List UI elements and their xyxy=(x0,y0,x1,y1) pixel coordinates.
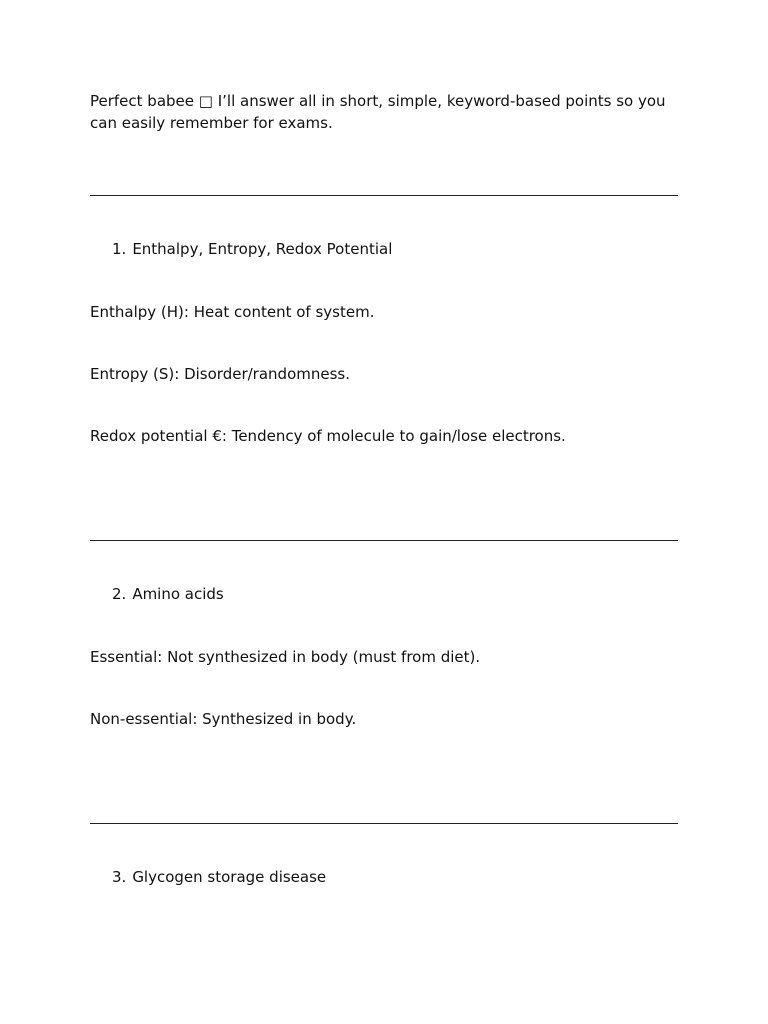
section-number: 2. xyxy=(112,585,127,603)
horizontal-divider xyxy=(90,540,678,541)
definition-line: Non-essential: Synthesized in body. xyxy=(90,710,357,728)
section-number: 3. xyxy=(112,868,127,886)
section-title: Enthalpy, Entropy, Redox Potential xyxy=(132,240,393,258)
section-heading xyxy=(112,238,392,260)
section-heading xyxy=(112,583,224,605)
horizontal-divider xyxy=(90,195,678,196)
section-title: Glycogen storage disease xyxy=(132,868,327,886)
section-title: Amino acids xyxy=(132,585,224,603)
section-number: 1. xyxy=(112,240,127,258)
definition-line: Entropy (S): Disorder/randomness. xyxy=(90,365,350,383)
horizontal-divider xyxy=(90,823,678,824)
definition-line: Redox potential €: Tendency of molecule to gain/lose electrons. xyxy=(90,427,566,445)
definition-line: Enthalpy (H): Heat content of system. xyxy=(90,303,375,321)
intro-paragraph: Perfect babee □ I’ll answer all in short, simple, keyword-based points so you can easily remember for exams. xyxy=(90,92,666,132)
section-heading xyxy=(112,866,326,888)
definition-line: Essential: Not synthesized in body (must from diet). xyxy=(90,648,481,666)
